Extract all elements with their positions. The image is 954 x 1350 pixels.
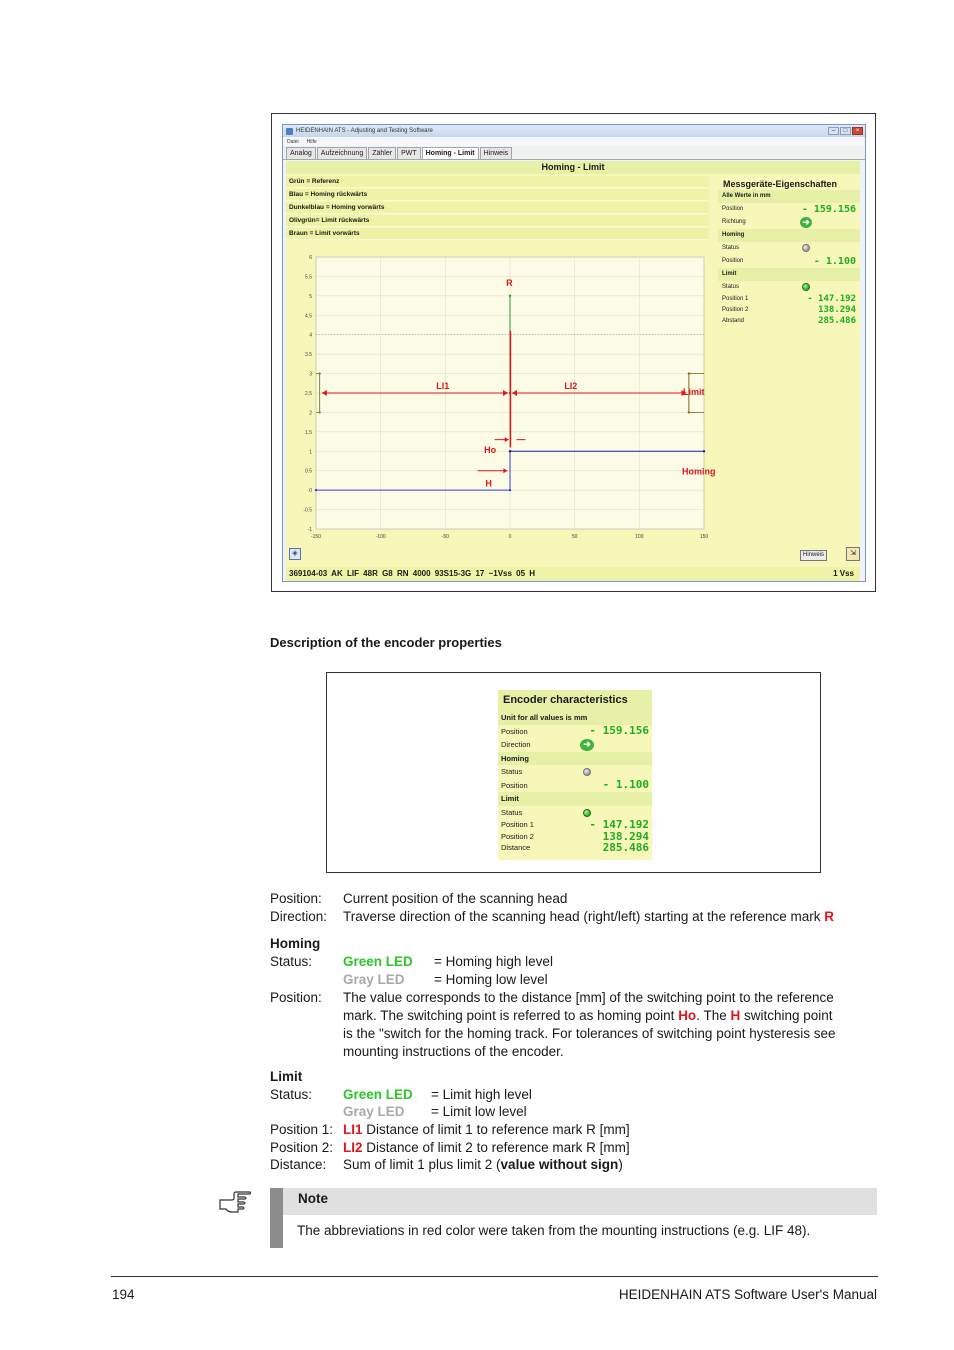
position-term: Position:	[270, 891, 322, 906]
pos2-desc	[343, 1139, 630, 1157]
homing-pos-line2c: switching point	[744, 1008, 833, 1023]
props-unit-note	[718, 190, 860, 203]
x-tick-label: 150	[699, 534, 709, 540]
tab-zaehler[interactable]: Zähler	[368, 147, 396, 159]
ec-position-value: - 159.156	[589, 723, 649, 737]
footer-rule	[111, 1276, 878, 1277]
tab-homing-limit[interactable]: Homing - Limit	[422, 147, 479, 159]
y-tick-label: -1	[307, 527, 312, 533]
ec-homing-position-label: Position	[501, 780, 528, 790]
props-limit-status-row	[718, 281, 860, 294]
homing-pos-ho: Ho	[678, 1008, 697, 1023]
ec-distance-row	[498, 842, 652, 854]
pos1-text: Distance of limit 1 to reference mark R [mm]	[366, 1122, 630, 1137]
homing-pos-line2	[343, 1007, 833, 1025]
page-number: 194	[112, 1287, 135, 1302]
homing-pos-line2a: mark. The switching point is referred to as homing point	[343, 1008, 675, 1023]
note-accent-bar	[270, 1188, 283, 1248]
homing-status-term: Status:	[270, 954, 313, 969]
series-point	[703, 450, 705, 452]
x-tick-label: 50	[571, 534, 578, 540]
homing-label: Homing	[722, 232, 745, 238]
ec-unit-note	[498, 711, 652, 725]
footer-title: HEIDENHAIN ATS Software User's Manual	[618, 1287, 877, 1302]
annotation-limit: Limit	[683, 386, 705, 397]
green-led-icon	[583, 809, 591, 817]
homing-pos-line4: mounting instructions of the encoder.	[343, 1044, 564, 1059]
tab-aufzeichnung[interactable]: Aufzeichnung	[317, 147, 367, 159]
y-tick-label: -0.5	[303, 507, 312, 514]
props-abstand-row	[718, 316, 860, 327]
note-text: The abbreviations in red color were taken from the mounting instructions (e.g. LIF 48).	[297, 1223, 811, 1238]
annotation-li1: LI1	[436, 381, 450, 392]
limit-label: Limit	[722, 271, 737, 277]
distance-text-b: )	[618, 1157, 623, 1172]
ec-homing-position-row	[498, 779, 652, 793]
homing-limit-panel	[286, 161, 860, 581]
menu-datei[interactable]: Datei	[287, 138, 299, 145]
y-tick-label: 3.5	[305, 352, 312, 359]
window-title: HEIDENHAIN ATS - Adjusting and Testing Software	[296, 128, 433, 134]
limit-high-desc: = Limit high level	[431, 1087, 532, 1102]
abstand-label: Abstand	[722, 318, 745, 324]
homing-position-label: Position	[722, 258, 744, 264]
limit-low-desc: = Limit low level	[431, 1104, 527, 1119]
homing-heading: Homing	[270, 936, 321, 951]
homing-low-desc: = Homing low level	[434, 972, 548, 987]
position-value: - 159.156	[801, 204, 856, 215]
annotation-li2: LI2	[564, 381, 578, 392]
limit-status-term: Status:	[270, 1087, 313, 1102]
ec-position-label: Position	[501, 726, 528, 736]
encoder-characteristics-panel	[498, 690, 652, 860]
series-point	[509, 489, 511, 491]
distance-text-bold: value without sign	[500, 1157, 619, 1172]
ec-unit-text: Unit for all values is mm	[501, 713, 588, 722]
props-position2-row	[718, 305, 860, 316]
screenshot-figure	[271, 113, 876, 592]
ec-distance-label: Distance	[501, 843, 531, 852]
maximize-icon[interactable]: □	[840, 127, 851, 135]
x-tick-label: -100	[375, 534, 386, 540]
ec-distance-value: 285.486	[602, 841, 649, 854]
legend-referenz: Grün = Referenz	[286, 176, 709, 188]
bottom-toolbar	[286, 545, 860, 565]
gray-led-icon	[802, 244, 810, 252]
distance-desc	[343, 1156, 623, 1174]
homing-green-led: Green LED	[343, 954, 413, 969]
x-tick-label: 100	[635, 534, 644, 540]
ec-position-row	[498, 725, 652, 739]
description-body	[0, 890, 954, 1180]
menu-hilfe[interactable]: Hilfe	[306, 138, 317, 145]
ec-position2-label: Position 2	[501, 831, 534, 841]
annotation-homing: Homing	[682, 466, 716, 477]
ec-limit-label: Limit	[501, 794, 519, 803]
ec-position2-value: 138.294	[602, 829, 649, 843]
series-point	[509, 295, 511, 297]
annotation-ho: Ho	[484, 445, 497, 456]
legend-limit-back: Olivgrün= Limit rückwärts	[286, 215, 709, 227]
ec-position1-label: Position 1	[501, 820, 534, 829]
encoder-characteristics-figure	[326, 672, 821, 873]
ec-limit-status-row	[498, 806, 652, 820]
ec-position1-value: - 147.192	[589, 818, 649, 831]
homing-high-desc: = Homing high level	[434, 954, 553, 969]
window-titlebar	[283, 125, 865, 137]
series-point	[315, 489, 317, 491]
pos1-term: Position 1:	[270, 1122, 334, 1137]
y-tick-label: 3	[309, 371, 312, 378]
direction-arrow-icon: ➜	[800, 217, 812, 228]
annotation-h: H	[485, 478, 492, 489]
minimize-icon[interactable]: –	[828, 127, 839, 135]
position1-value: - 147.192	[807, 294, 856, 304]
y-tick-label: 1.5	[305, 429, 312, 436]
legend-homing-back: Blau = Homing rückwärts	[286, 189, 709, 201]
distance-text-a: Sum of limit 1 plus limit 2 (	[343, 1157, 501, 1172]
ec-status-label: Status	[501, 767, 523, 776]
homing-position-value: - 1.100	[813, 256, 856, 267]
ats-logo-icon[interactable]: ◈	[289, 548, 301, 560]
ec-homing-band	[498, 752, 652, 766]
y-tick-label: 0.5	[305, 468, 312, 475]
y-tick-label: 2	[309, 410, 312, 417]
position1-label: Position 1	[722, 296, 749, 302]
distance-term: Distance:	[270, 1157, 327, 1172]
homing-position-term: Position:	[270, 990, 322, 1005]
limit-status-label: Status	[722, 284, 740, 290]
ec-title: Encoder characteristics	[498, 690, 652, 711]
props-homing-status-row	[718, 242, 860, 255]
ec-homing-position-value: - 1.100	[602, 777, 649, 791]
limit-gray-led: Gray LED	[343, 1104, 405, 1119]
position2-value: 138.294	[818, 305, 856, 315]
y-tick-label: 0	[309, 488, 312, 495]
panel-title: Homing - Limit	[286, 161, 860, 174]
y-tick-label: 4	[309, 332, 312, 339]
direction-term: Direction:	[270, 909, 328, 924]
homing-pos-line1: The value corresponds to the distance [mm] of the switching point to the reference	[343, 990, 834, 1005]
status-signal: 1 Vss	[833, 569, 854, 578]
ec-position1-row	[498, 819, 652, 831]
exit-icon[interactable]: ⇲	[846, 547, 860, 561]
hinweis-button[interactable]: Hinweis	[800, 550, 827, 561]
app-icon	[286, 128, 293, 135]
props-limit-band	[718, 268, 860, 281]
tab-bar	[283, 146, 865, 160]
homing-gray-led: Gray LED	[343, 972, 405, 987]
annotation-r: R	[506, 278, 513, 289]
position-label: Position	[722, 206, 744, 212]
x-tick-label: 0	[508, 534, 512, 540]
x-tick-label: -50	[441, 534, 449, 540]
legend-homing-fwd: Dunkelblau = Homing vorwärts	[286, 202, 709, 214]
tab-analog[interactable]: Analog	[286, 147, 316, 159]
pos2-code: LI2	[343, 1140, 363, 1155]
y-tick-label: 5.5	[305, 274, 312, 281]
props-position-row	[718, 203, 860, 216]
ec-limit-status-label: Status	[501, 807, 523, 817]
y-tick-label: 1	[309, 449, 312, 456]
props-position1-row	[718, 294, 860, 305]
x-tick-label: -150	[310, 534, 322, 540]
ec-homing-label: Homing	[501, 753, 529, 763]
status-encoder-info: 369104-03 AK LIF 48R G8 RN 4000 93S15-3G 17 ~1Vss 05 H	[289, 569, 536, 578]
y-tick-label: 6	[309, 255, 312, 261]
ec-homing-status-row	[498, 765, 652, 779]
pos1-desc	[343, 1121, 630, 1139]
y-tick-label: 5	[309, 293, 312, 300]
encoder-properties-panel	[718, 174, 860, 364]
unit-note-text: Alle Werte in mm	[722, 193, 771, 199]
homing-pos-h: H	[730, 1008, 741, 1023]
ats-window	[282, 124, 866, 582]
tab-pwt[interactable]: PWT	[397, 147, 421, 159]
props-homing-band	[718, 229, 860, 242]
green-led-icon	[802, 283, 810, 291]
direction-desc-text: Traverse direction of the scanning head (right/left) starting at the reference mark	[343, 909, 821, 924]
pos2-term: Position 2:	[270, 1140, 334, 1155]
direction-mark: R	[824, 909, 834, 924]
pos1-code: LI1	[343, 1122, 363, 1137]
tab-hinweis[interactable]: Hinweis	[480, 147, 513, 159]
status-bar	[286, 567, 860, 581]
props-direction-row	[718, 216, 860, 229]
series-point	[509, 450, 511, 452]
homing-pos-line2b: . The	[696, 1008, 727, 1023]
direction-label: Richtung	[722, 219, 746, 225]
position-desc: Current position of the scanning head	[343, 891, 568, 906]
limit-heading: Limit	[270, 1069, 303, 1084]
limit-green-led: Green LED	[343, 1087, 413, 1102]
y-tick-label: 2.5	[305, 391, 312, 397]
homing-status-label: Status	[722, 245, 740, 251]
note-title: Note	[283, 1188, 877, 1215]
position2-label: Position 2	[722, 307, 749, 313]
ec-limit-band	[498, 792, 652, 806]
legend-limit-fwd: Braun = Limit vorwärts	[286, 228, 709, 240]
homing-limit-chart	[286, 247, 716, 543]
gray-led-icon	[583, 768, 591, 776]
homing-pos-line3: is the "switch for the homing track. For tolerances of switching point hysteresis see	[343, 1026, 836, 1041]
y-tick-label: 4.5	[305, 313, 312, 320]
pointing-hand-icon	[218, 1188, 252, 1216]
direction-arrow-icon: ➜	[580, 739, 594, 751]
props-homing-position-row	[718, 255, 860, 268]
abstand-value: 285.486	[818, 316, 856, 326]
section-heading: Description of the encoder properties	[270, 635, 502, 650]
props-title: Messgeräte-Eigenschaften	[723, 179, 838, 189]
menu-bar	[283, 137, 865, 146]
ec-direction-row	[498, 738, 652, 752]
ec-direction-label: Direction	[501, 740, 531, 749]
direction-desc	[343, 908, 834, 926]
pos2-text: Distance of limit 2 to reference mark R [mm]	[366, 1140, 630, 1155]
close-icon[interactable]: ×	[852, 127, 863, 135]
